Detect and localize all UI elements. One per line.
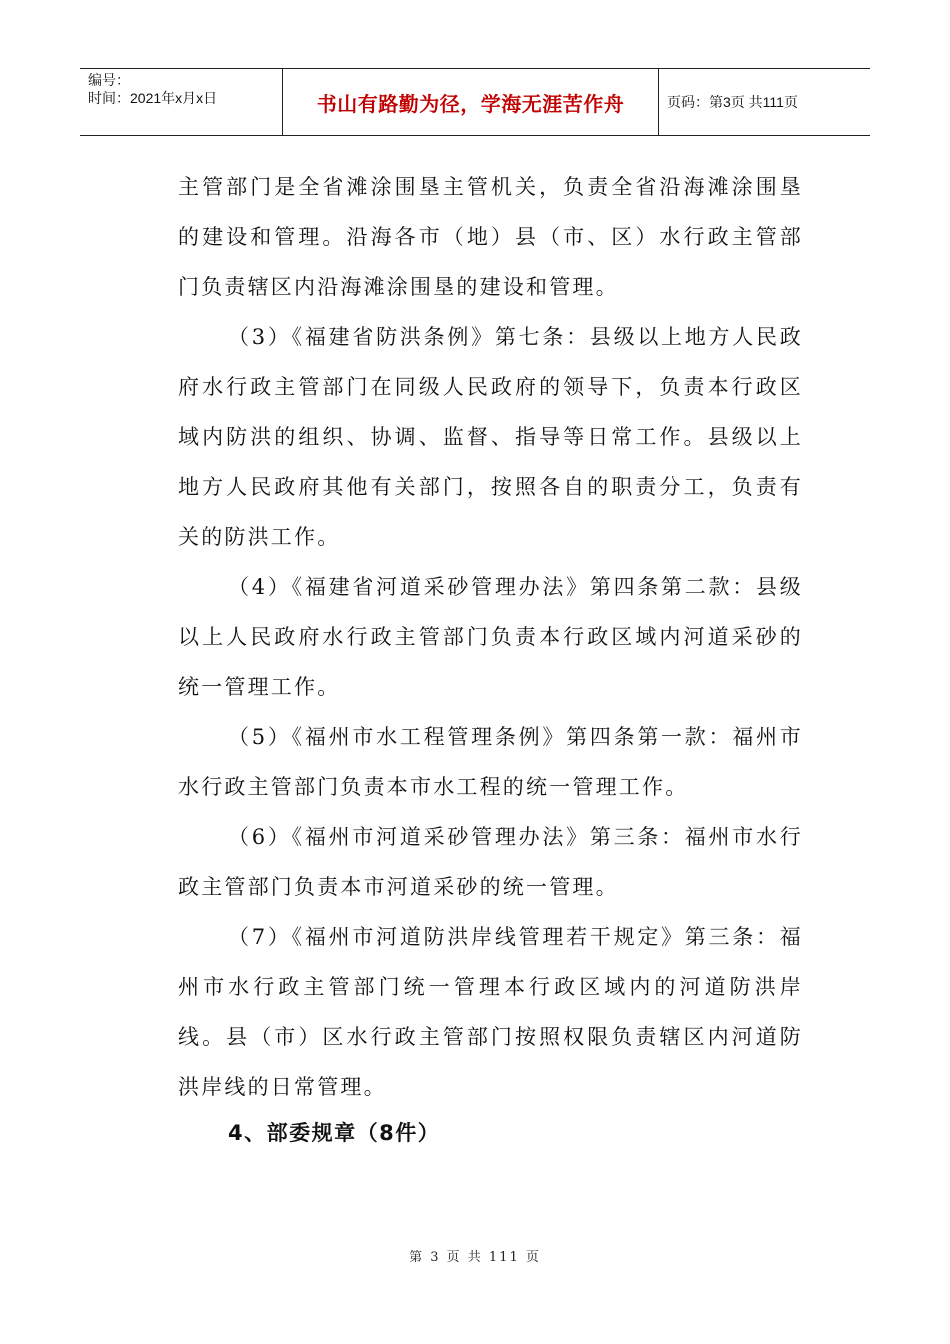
body-paragraph-5: （5）《福州市水工程管理条例》第四条第一款：福州市水行政主管部门负责本市水工程的统一管理工作。 [178,725,803,799]
header-meta-cell [80,69,283,135]
body-paragraph-6: （6）《福州市河道采砂管理办法》第三条：福州市水行政主管部门负责本市河道采砂的统一管理。 [178,825,803,899]
body-paragraph-3: （3）《福建省防洪条例》第七条：县级以上地方人民政府水行政主管部门在同级人民政府的领导下，负责本行政区域内防洪的组织、协调、监督、指导等日常工作。县级以上地方人民政府其他有关部门，按照各自的职责分工，负责有关的防洪工作。 [178,325,803,549]
header-motto: 书山有路勤为径，学海无涯苦作舟 [283,69,659,135]
time-label: 时间：2021年x月x日 [88,90,218,106]
header-page-label: 页码：第3页 共111页 [667,94,798,110]
section-heading: 4、部委规章（8件） [228,1121,441,1145]
body-paragraph-4: （4）《福建省河道采砂管理办法》第四条第二款：县级以上人民政府水行政主管部门负责本行政区域内河道采砂的统一管理工作。 [178,575,803,699]
document-header [80,68,870,136]
body-paragraph-7: （7）《福州市河道防洪岸线管理若干规定》第三条：福州市水行政主管部门统一管理本行政区域内的河道防洪岸线。县（市）区水行政主管部门按照权限负责辖区内河道防洪岸线的日常管理。 [178,925,803,1099]
body-paragraph-continued: 主管部门是全省滩涂围垦主管机关，负责全省沿海滩涂围垦的建设和管理。沿海各市（地）县（市、区）水行政主管部门负责辖区内沿海滩涂围垦的建设和管理。 [178,175,803,299]
document-body [178,162,803,1112]
number-label: 编号： [88,72,130,88]
page-footer: 第 3 页 共 111 页 [409,1250,541,1265]
